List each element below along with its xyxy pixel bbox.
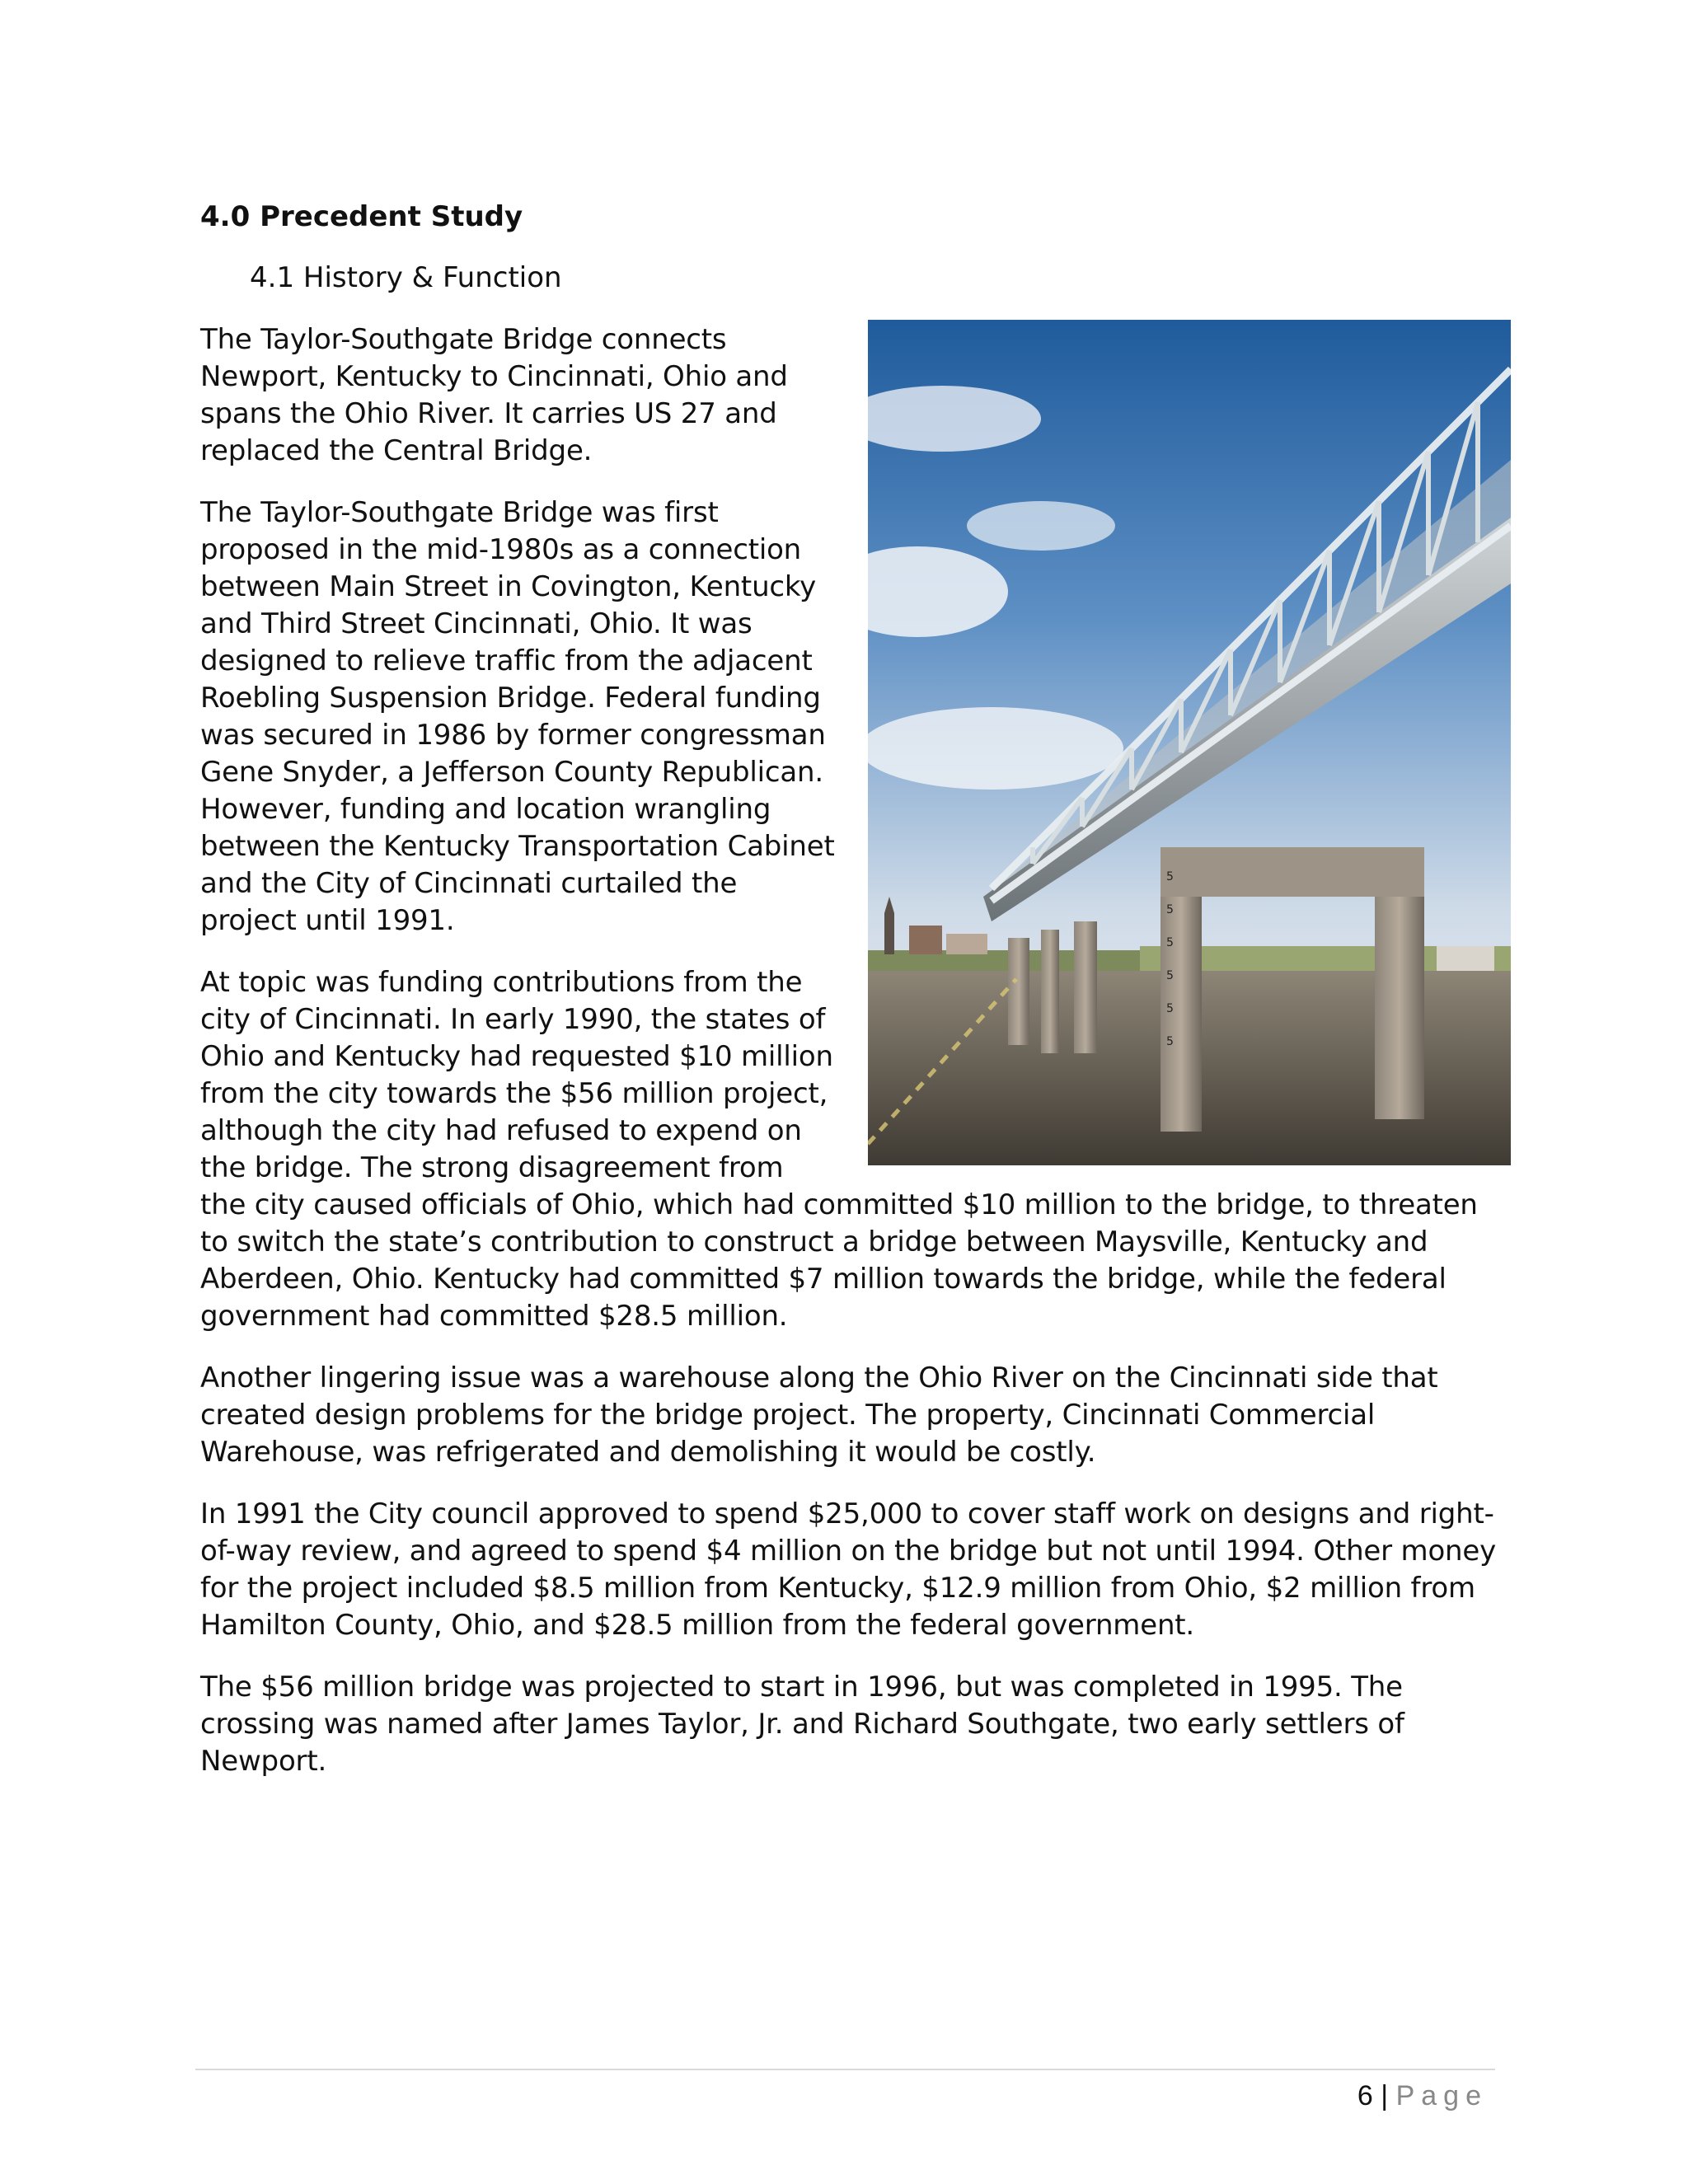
- paragraph: At topic was funding contributions from the city of Cincinnati. In early 1990, the states of Ohio and Kentucky had requested $10 million from the city towards the $56 million project, although the city had refused to expend on the bridge. The strong disagreement from the city caused officials of Ohio, which had committed $10 million to the bridge, to threaten to switch the state’s contribution to construct a bridge between Maysville, Kentucky and Aberdeen, Ohio. Kentucky had committed $7 million towards the bridge, while the federal government had committed $28.5 million.: [200, 966, 1478, 1333]
- gauge-mark: 5: [1166, 870, 1174, 883]
- bridge-photo: [868, 320, 1511, 1165]
- subsection-heading: 4.1 History & Function: [250, 261, 562, 294]
- footer-separator: |: [1381, 2080, 1389, 2111]
- page-number: 6: [1357, 2080, 1373, 2111]
- paragraph: In 1991 the City council approved to spend $25,000 to cover staff work on designs and right-of-way review, and agreed to spend $4 million on the bridge but not until 1994. Other money for the project included $8.5 million from Kentucky, $12.9 million from Ohio, $2 million from Hamilton County, Ohio, and $28.5 million from the federal government.: [200, 1497, 1497, 1642]
- page-label: Page: [1395, 2080, 1488, 2111]
- page-footer: [1357, 2077, 1488, 2115]
- footer-divider: [195, 2069, 1495, 2070]
- gauge-mark: 5: [1166, 1002, 1174, 1015]
- paragraph: The Taylor-Southgate Bridge connects Newport, Kentucky to Cincinnati, Ohio and spans the Ohio River. It carries US 27 and replaced the Central Bridge.: [200, 323, 788, 467]
- paragraph: The $56 million bridge was projected to start in 1996, but was completed in 1995. The crossing was named after James Taylor, Jr. and Richard Southgate, two early settlers of Newport.: [200, 1671, 1404, 1778]
- gauge-mark: 5: [1166, 936, 1174, 949]
- gauge-mark: 5: [1166, 903, 1174, 916]
- paragraph: Another lingering issue was a warehouse along the Ohio River on the Cincinnati side that created design problems for the bridge project. The property, Cincinnati Commercial Warehouse, was refrigerated and demolishing it would be costly.: [200, 1361, 1438, 1469]
- gauge-mark: 5: [1166, 969, 1174, 982]
- paragraph: The Taylor-Southgate Bridge was first proposed in the mid-1980s as a connection between Main Street in Covington, Kentucky and Third Street Cincinnati, Ohio. It was designed to relieve traffic from the adjacent Roebling Suspension Bridge. Federal funding was secured in 1986 by former congressman Gene Snyder, a Jefferson County Republican. However, funding and location wrangling between the Kentucky Transportation Cabinet and the City of Cincinnati curtailed the project until 1991.: [200, 496, 835, 937]
- section-heading: 4.0 Precedent Study: [200, 200, 523, 233]
- gauge-mark: 5: [1166, 1035, 1174, 1048]
- page-content: [200, 198, 1511, 1805]
